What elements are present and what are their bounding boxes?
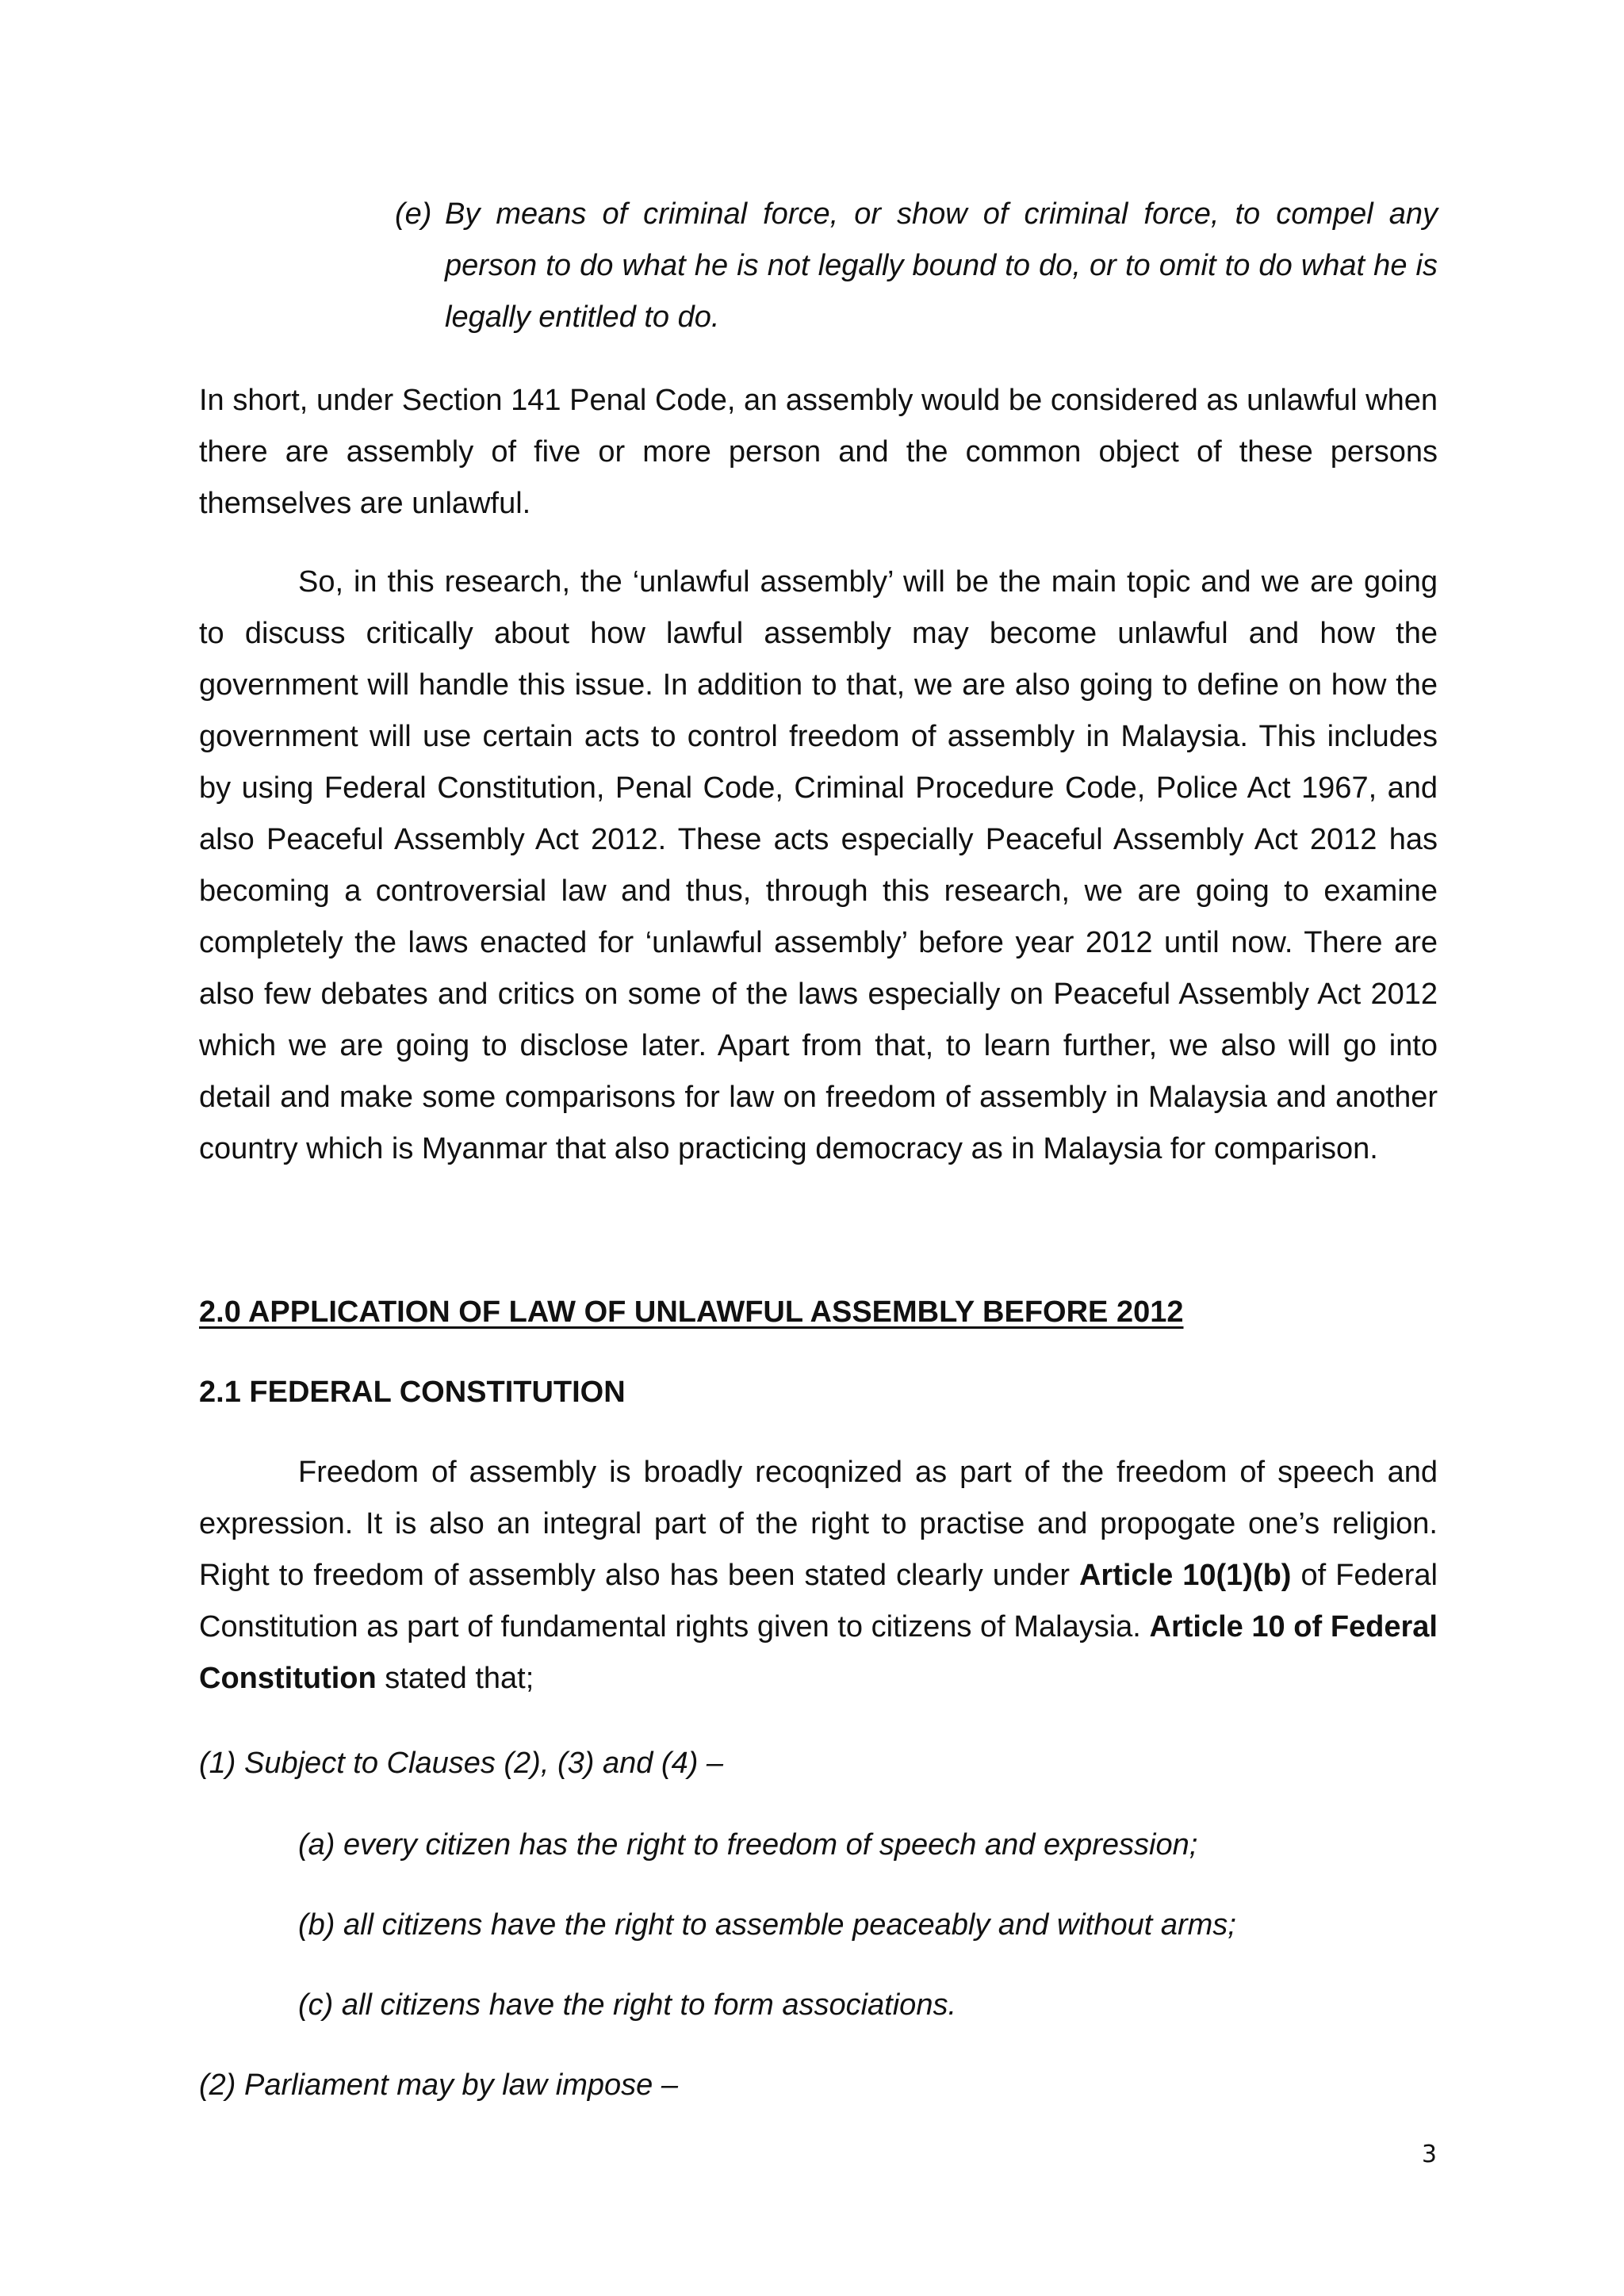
fc-bold-article-10-1-b: Article 10(1)(b)	[1078, 1559, 1292, 1592]
page-number: 3	[1421, 2141, 1437, 2168]
clause-1-c: (c) all citizens have the right to form associations.	[298, 1988, 957, 2022]
subsection-heading: 2.1 FEDERAL CONSTITUTION	[199, 1376, 626, 1409]
clause-e-text: By means of criminal force, or show of criminal force, to compel any person to do what he is not legally bound to do, or to omit to do what he is legally entitled to do.	[445, 197, 1438, 334]
federal-constitution-paragraph	[199, 1447, 1438, 1705]
clause-2: (2) Parliament may by law impose –	[199, 2068, 678, 2102]
fc-text-3: stated that;	[376, 1662, 534, 1695]
clause-e	[395, 189, 1438, 343]
clause-1: (1) Subject to Clauses (2), (3) and (4) –	[199, 1747, 724, 1780]
fc-text-2: of Federal Constitution as part of fundamental rights given to citizens of Malaysia.	[199, 1559, 1438, 1644]
fc-bold-article-10: Article 10 of Federal Constitution	[199, 1610, 1438, 1695]
clause-1-a: (a) every citizen has the right to freedom of speech and expression;	[298, 1828, 1198, 1862]
clause-1-b: (b) all citizens have the right to assemble peaceably and without arms;	[298, 1908, 1236, 1942]
section-heading: 2.0 APPLICATION OF LAW OF UNLAWFUL ASSEMBLY BEFORE 2012	[199, 1295, 1184, 1329]
summary-paragraph: In short, under Section 141 Penal Code, an assembly would be considered as unlawful when there are assembly of five or more person and the common object of these persons themselves are unlawful.	[199, 384, 1438, 520]
fc-text-1: Freedom of assembly is broadly recoqnized as part of the freedom of speech and expression. It is also an integral part of the right to practise and propogate one’s religion. Right to freedom of assembly also has been stated clearly under	[199, 1456, 1438, 1592]
research-paragraph: So, in this research, the ‘unlawful assembly’ will be the main topic and we are going to discuss critically about how lawful assembly may become unlawful and how the government will handle this issue. In addition to that, we are also going to define on how the government will use certain acts to control freedom of assembly in Malaysia. This includes by using Federal Constitution, Penal Code, Criminal Procedure Code, Police Act 1967, and also Peaceful Assembly Act 2012. These acts especially Peaceful Assembly Act 2012 has becoming a controversial law and thus, through this research, we are going to examine completely the laws enacted for ‘unlawful assembly’ before year 2012 until now. There are also few debates and critics on some of the laws especially on Peaceful Assembly Act 2012 which we are going to disclose later. Apart from that, to learn further, we also will go into detail and make some comparisons for law on freedom of assembly in Malaysia and another country which is Myanmar that also practicing democracy as in Malaysia for comparison.	[199, 565, 1438, 1165]
clause-e-marker: (e)	[395, 197, 432, 231]
